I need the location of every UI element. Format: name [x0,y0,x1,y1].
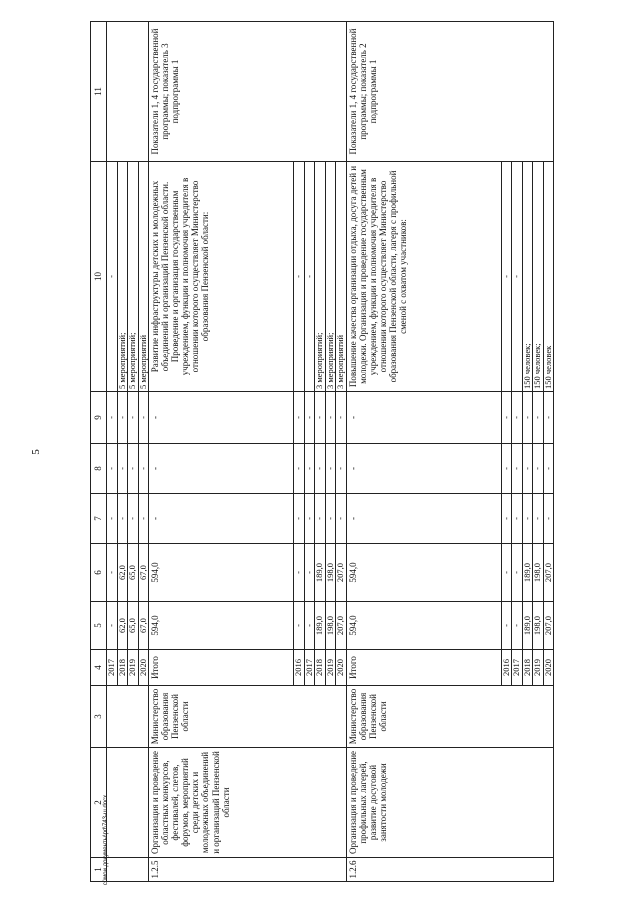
col-num: 6 [91,544,107,602]
col-num: 3 [91,686,107,748]
cell-c7: - [149,494,294,544]
table-row [107,22,118,882]
cell-c8: - [501,444,512,494]
year-cell: 2017 [107,650,118,686]
cell-c8: - [533,444,544,494]
col-num: 10 [91,162,107,392]
table-row [346,22,501,882]
indicator: Показатели 1, 4 государственной программы; показатель 3 подпрограммы 1 [149,22,347,162]
year-cell: 2018 [117,650,128,686]
cell-c5: 65,0 [128,602,139,650]
cell-c5: 189,0 [315,602,326,650]
cell-c8: - [522,444,533,494]
cell-c6: 594,0 [149,544,294,602]
total-label: Итого [149,650,294,686]
footer-file-path: c:\мои документы\pd\743-ш.docx [103,794,109,886]
cell-c10: 5 мероприятий; [128,162,139,392]
cell-c9: - [304,392,315,444]
cell-c5: 594,0 [149,602,294,650]
cell-c9: - [315,392,326,444]
cell-c7: - [117,494,128,544]
cell-c9: - [128,392,139,444]
cell-c9: - [346,392,501,444]
cell-c6: - [304,544,315,602]
year-cell: 2017 [512,650,523,686]
col-num: 1 [91,858,107,882]
cont-empty-cell [107,22,149,162]
cell-c9: - [336,392,347,444]
executor: Министерство образования Пензенской области [149,686,347,748]
cell-c9: - [501,392,512,444]
cell-c6: - [501,544,512,602]
result-description: Повышение качества организации отдыха, досуга детей и молодежи. Организация и проведение государственным учреждением, функции и полномочия учредителя в отношении которого осуществляет Министерство образования Пензенской области, лагеря с профильной сменой с охватом участников: [346,162,501,392]
year-cell: 2020 [543,650,554,686]
cell-c10: - [304,162,315,392]
cell-c10: - [512,162,523,392]
year-cell: 2019 [533,650,544,686]
cell-c6: 189,0 [522,544,533,602]
cell-c5: - [304,602,315,650]
cell-c9: - [107,392,118,444]
cell-c6: 594,0 [346,544,501,602]
cell-c5: 62,0 [117,602,128,650]
cell-c7: - [294,494,305,544]
cell-c9: - [138,392,149,444]
col-num: 9 [91,392,107,444]
cell-c6: 198,0 [533,544,544,602]
cell-c6: 62,0 [117,544,128,602]
cell-c5: 198,0 [325,602,336,650]
cell-c8: - [336,444,347,494]
cell-c5: 207,0 [336,602,347,650]
cell-c5: - [501,602,512,650]
year-cell: 2016 [294,650,305,686]
cell-c8: - [107,444,118,494]
cell-c9: - [325,392,336,444]
col-num: 8 [91,444,107,494]
page-number: 5 [30,449,42,455]
cell-c6: 67,0 [138,544,149,602]
cell-c10: - [501,162,512,392]
rotated-table-sheet [90,22,610,882]
cell-c6: 207,0 [543,544,554,602]
row-number: 1.2.5 [149,858,347,882]
cell-c8: - [512,444,523,494]
cell-c6: 207,0 [336,544,347,602]
cell-c10: 150 человек [543,162,554,392]
cell-c5: 198,0 [533,602,544,650]
cell-c8: - [117,444,128,494]
cell-c5: - [294,602,305,650]
year-cell: 2018 [522,650,533,686]
year-cell: 2016 [501,650,512,686]
cell-c6: 189,0 [315,544,326,602]
cell-c7: - [336,494,347,544]
activity-name: Организация и проведение областных конкурсов, фестивалей, слетов, форумов, мероприятий среди детских и молодежных объединений и организаций Пензенской области [149,748,347,858]
year-cell: 2019 [128,650,139,686]
col-num: 2 [91,748,107,858]
cell-c5: 67,0 [138,602,149,650]
executor: Министерство образования Пензенской области [346,686,554,748]
result-description: Развитие инфраструктуры детских и молодежных объединений и организаций Пензенской области. Проведение и организация государственным учреждением, функции и полномочия учредителя в отношении которого осуществляет Министерство образования Пензенской области: [149,162,294,392]
cell-c7: - [522,494,533,544]
cell-c9: - [149,392,294,444]
cell-c7: - [107,494,118,544]
cell-c8: - [346,444,501,494]
cell-c6: - [512,544,523,602]
cell-c10: 150 человек; [533,162,544,392]
cell-c7: - [128,494,139,544]
cell-c9: - [533,392,544,444]
cell-c7: - [512,494,523,544]
cell-c8: - [128,444,139,494]
cell-c5: 207,0 [543,602,554,650]
cell-c10: 3 мероприятий [336,162,347,392]
cell-c10: 3 мероприятий; [325,162,336,392]
col-num: 5 [91,602,107,650]
cell-c7: - [543,494,554,544]
year-cell: 2019 [325,650,336,686]
cell-c8: - [294,444,305,494]
cont-empty-cell [107,748,149,858]
cell-c9: - [512,392,523,444]
cell-c6: 198,0 [325,544,336,602]
year-cell: 2018 [315,650,326,686]
cell-c8: - [315,444,326,494]
cell-c9: - [117,392,128,444]
cell-c7: - [501,494,512,544]
cell-c7: - [315,494,326,544]
cell-c5: - [512,602,523,650]
column-number-row [91,22,107,882]
cont-empty-cell [107,858,149,882]
activity-name: Организация и проведение профильных лагерей, развитие досуговой занятости молодежи [346,748,554,858]
table-row [149,22,294,882]
cell-c10: 5 мероприятий; [117,162,128,392]
cell-c7: - [346,494,501,544]
cell-c9: - [522,392,533,444]
cell-c5: 189,0 [522,602,533,650]
cell-c7: - [138,494,149,544]
program-activities-table [90,21,554,882]
cell-c5: - [107,602,118,650]
year-cell: 2020 [336,650,347,686]
col-num: 4 [91,650,107,686]
cell-c8: - [325,444,336,494]
cell-c6: 65,0 [128,544,139,602]
cell-c9: - [543,392,554,444]
cell-c9: - [294,392,305,444]
cell-c10: - [294,162,305,392]
cell-c7: - [325,494,336,544]
total-label: Итого [346,650,501,686]
indicator: Показатели 1, 4 государственной программы; показатель 2 подпрограммы 1 [346,22,554,162]
year-cell: 2017 [304,650,315,686]
cell-c8: - [304,444,315,494]
cell-c6: - [294,544,305,602]
col-num: 7 [91,494,107,544]
cell-c6: - [107,544,118,602]
cell-c10: 3 мероприятий; [315,162,326,392]
cell-c7: - [304,494,315,544]
cell-c10: - [107,162,118,392]
row-number: 1.2.6 [346,858,554,882]
cell-c8: - [138,444,149,494]
cell-c8: - [149,444,294,494]
col-num: 11 [91,22,107,162]
cell-c7: - [533,494,544,544]
cell-c8: - [543,444,554,494]
cell-c10: 5 мероприятий [138,162,149,392]
cont-empty-cell [107,686,149,748]
cell-c5: 594,0 [346,602,501,650]
year-cell: 2020 [138,650,149,686]
cell-c10: 150 человек; [522,162,533,392]
